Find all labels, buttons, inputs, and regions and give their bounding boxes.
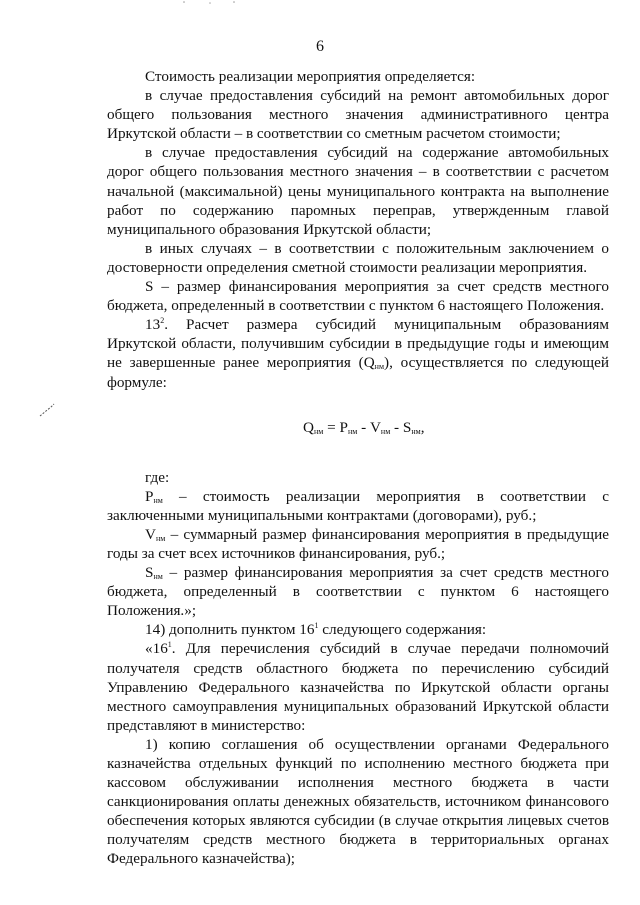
- paragraph-repair-case: в случае предоставления субсидий на ремонт автомобильных дорог общего пользования местного значения административного центра Иркутской области – в соответствии со сметным расчетом стоимости;: [107, 87, 609, 143]
- paragraph-s-definition: S – размер финансирования мероприятия за счет средств местного бюджета, определенный в соответствии с пунктом 6 настоящего Положения.: [107, 278, 609, 315]
- definition-p-nm: $P_{нм}$ – стоимость реализации мероприятия в соответствии с заключенными муниципальными контрактами (договорами), руб.;: [107, 487, 609, 524]
- list-item-1: 1) копию соглашения об осуществлении органами Федерального казначейства отдельных функций по исполнению местного бюджета при кассовом обслуживании исполнения местного бюджета в части санкционирования оплаты денежных обязательств, источником финансового обеспечения которых являются субсидии (в случае открытия лицевых счетов получателям средств местного бюджета в территориальных органах Федерального казначейства);: [107, 735, 609, 868]
- paragraph-14-amendment: 14) дополнить пунктом $16^1$ следующего содержания:: [145, 621, 487, 639]
- document-body: [107, 67, 609, 869]
- paragraph-maintenance-case: в случае предоставления субсидий на содержание автомобильных дорог общего пользования местного значения – в соответствии с расчетом начальной (максимальной) цены муниципального контракта на выполнение работ по содержанию паромных переправ, утвержденным главой муниципального образования Иркутской области;: [107, 144, 609, 238]
- page-number: 6: [316, 38, 324, 55]
- paragraph-cost-intro: Стоимость реализации мероприятия определяется:: [145, 68, 476, 85]
- paragraph-16-1: «$16^1$. Для перечисления субсидий в случае передачи полномочий получателя средств областного бюджета по перечислению субсидий Управлению Федерального казначейства по Иркутской области органы местного самоуправления муниципальных образований Иркутской области представляют в министерство:: [107, 640, 609, 734]
- scan-artifact-mark: [38, 402, 56, 418]
- formula-q-nm: $Q_{нм} = P_{нм} - V_{нм} - S_{нм}$,: [303, 418, 425, 436]
- paragraph-13-2: $13^2$. Расчет размера субсидий муниципальным образованиям Иркутской области, получившим субсидии в предыдущие годы и имеющим не завершенные ранее мероприятия $(Q_{нм})$, осуществляется по следующей формуле:: [107, 316, 609, 391]
- scan-dots-top: [180, 0, 240, 6]
- definition-s-nm: $S_{нм}$ – размер финансирования мероприятия за счет средств местного бюджета, определенный в соответствии с пунктом 6 настоящего Положения.»;: [107, 564, 609, 620]
- where-label: где:: [145, 468, 170, 486]
- definition-v-nm: $V_{нм}$ – суммарный размер финансирования мероприятия в предыдущие годы за счет всех источников финансирования, руб.;: [107, 525, 609, 562]
- paragraph-other-cases: в иных случаях – в соответствии с положительным заключением о достоверности определения сметной стоимости реализации мероприятия.: [107, 239, 609, 276]
